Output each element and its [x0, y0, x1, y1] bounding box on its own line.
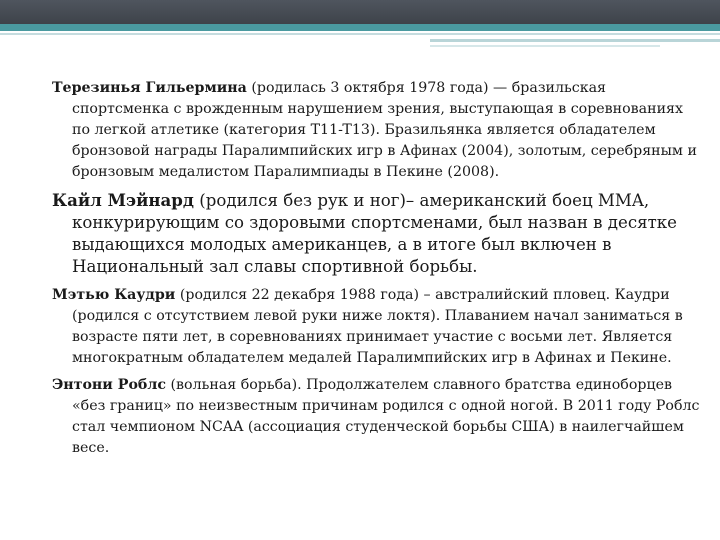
athlete-description: (родился без рук и ног)– американский боец MMA, конкурирующим со здоровыми спортсменами, был назван в десятке выдающихся молодых американцев, а в итоге был включен в Национальный зал славы спортивной борьбы. [72, 191, 677, 276]
athlete-name: Кайл Мэйнард [52, 190, 194, 210]
accent-line-3 [430, 45, 660, 47]
paragraph-maynard [52, 189, 700, 278]
athlete-name: Энтони Роблс [52, 377, 167, 393]
accent-line-2 [430, 39, 720, 42]
slide-body [52, 78, 700, 465]
athlete-name: Терезинья Гильермина [52, 80, 247, 96]
athlete-description: (вольная борьба). Продолжателем славного братства единоборцев «без границ» по неизвестным причинам родился с одной ногой. В 2011 году Роблс стал чемпионом NCAA (ассоциация студенческой борьбы США) в наилегчайшем весе. [72, 377, 700, 456]
athlete-description: (родился 22 декабря 1988 года) – австралийский пловец. Каудри (родился с отсутствием левой руки ниже локтя). Плаванием начал заниматься в возрасте пяти лет, в соревнованиях принимает участие с восьми лет. Является многократным обладателем медалей Паралимпийских игр в Афинах и Пекине. [72, 287, 683, 366]
accent-line-1 [0, 33, 720, 35]
slide-header-band [0, 0, 720, 24]
slide-teal-stripe [0, 24, 720, 31]
paragraph-guilhermina [52, 78, 700, 183]
slide-accent-lines [0, 31, 720, 53]
paragraph-robles [52, 375, 700, 459]
athlete-description: (родилась 3 октября 1978 года) — бразильская спортсменка с врожденным нарушением зрения, выступающая в соревнованиях по легкой атлетике (категория T11-T13). Бразильянка является обладателем бронзовой награды Паралимпийских игр в Афинах (2004), золотым, серебряным и бронзовым медалистом Паралимпиады в Пекине (2008). [72, 80, 697, 180]
paragraph-cowdrey [52, 285, 700, 369]
athlete-name: Мэтью Каудри [52, 287, 176, 303]
